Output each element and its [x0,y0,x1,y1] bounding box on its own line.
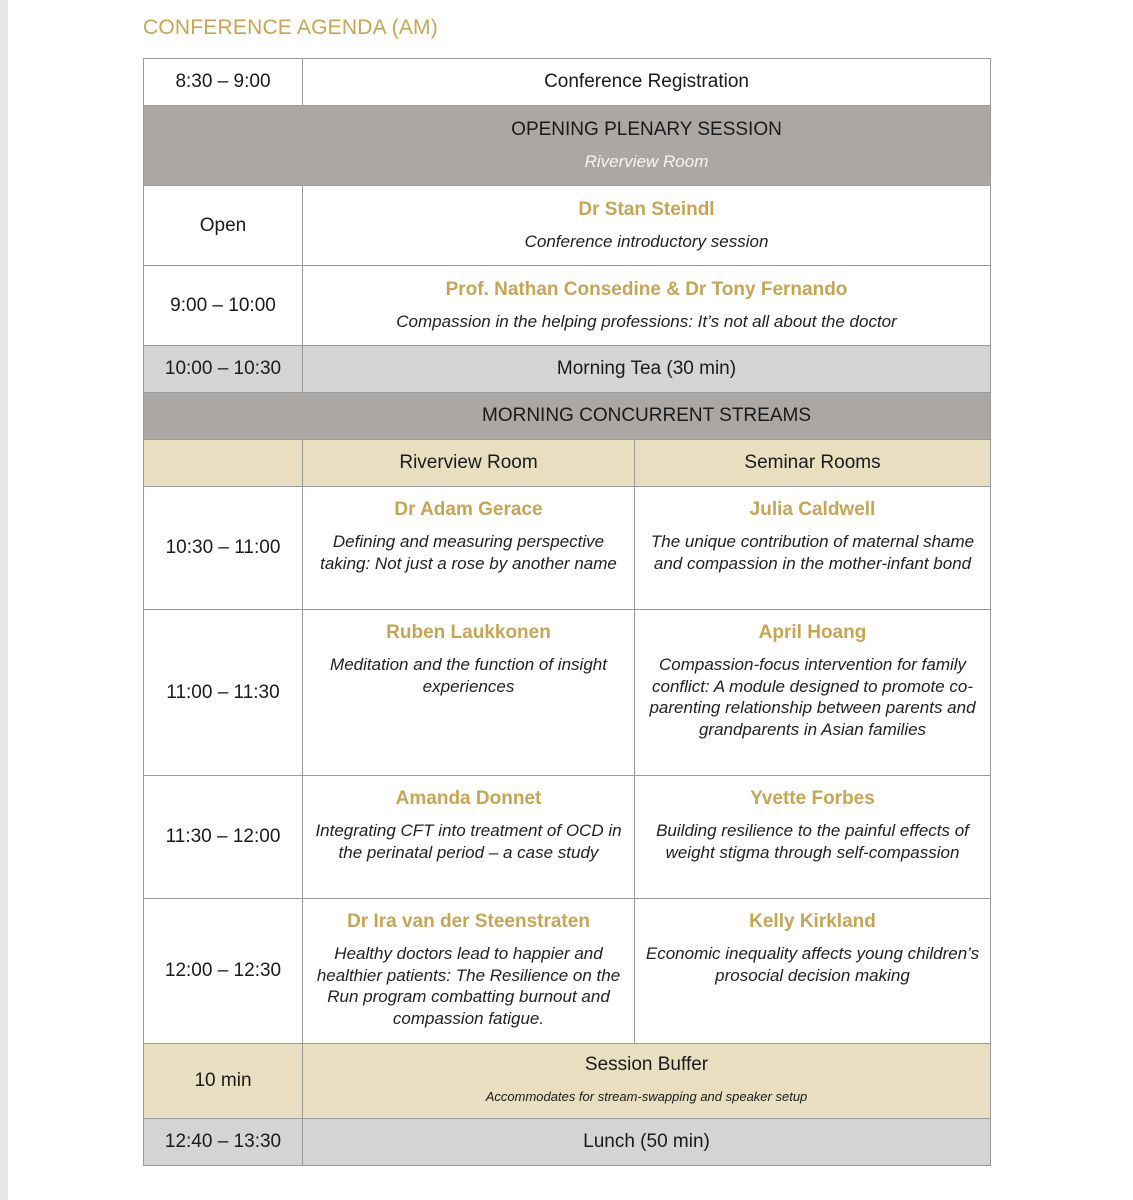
talk-title: Compassion-focus intervention for family conflict: A module designed to promote co-parenting relationship between parents and grandparents in Asian families [649,655,976,739]
talk-title: Compassion in the helping professions: It’s not all about the doctor [396,311,897,331]
room-header: Riverview Room [303,440,635,487]
streams-heading-row [144,393,991,440]
talk-title: Integrating CFT into treatment of OCD in the perinatal period – a case study [315,821,622,862]
speaker-name: Kelly Kirkland [749,911,876,932]
time-cell: 10:30 – 11:00 [144,487,303,610]
time-cell: 9:00 – 10:00 [144,266,303,346]
talk-title: Conference introductory session [524,231,769,251]
agenda-table [143,58,991,1166]
speaker-name: Amanda Donnet [395,788,542,809]
plenary-row [144,186,991,266]
morning-tea-row [144,346,991,393]
time-cell: 11:00 – 11:30 [144,610,303,776]
session-cell [303,610,635,776]
buffer-note: Accommodates for stream-swapping and speaker setup [485,1089,808,1104]
empty-header-cell [144,440,303,487]
time-cell: 10 min [144,1044,303,1119]
speaker-name: Dr Adam Gerace [394,499,543,520]
time-cell: 12:40 – 13:30 [144,1119,303,1166]
session-cell [303,266,991,346]
stream-slot-row [144,487,991,610]
session-cell [635,776,991,899]
session-cell [303,487,635,610]
session-cell [635,899,991,1044]
talk-title: Defining and measuring perspective taking: Not just a rose by another name [320,532,617,573]
speaker-name: Dr Stan Steindl [578,198,715,220]
session-cell [303,899,635,1044]
speaker-name: April Hoang [758,622,867,643]
streams-heading: MORNING CONCURRENT STREAMS [144,393,991,440]
registration-label: Conference Registration [303,59,991,106]
lunch-row [144,1119,991,1166]
morning-tea-label: Morning Tea (30 min) [303,346,991,393]
opening-room: Riverview Room [584,151,709,171]
page-title: CONFERENCE AGENDA (AM) [143,16,438,39]
agenda-page [8,0,1133,1200]
buffer-row [144,1044,991,1119]
plenary-row [144,266,991,346]
rooms-header-row [144,440,991,487]
buffer-label: Session Buffer [584,1054,709,1075]
speaker-name: Yvette Forbes [750,788,875,809]
time-cell: Open [144,186,303,266]
speaker-name: Dr Ira van der Steenstraten [347,911,590,932]
time-cell: 8:30 – 9:00 [144,59,303,106]
buffer-cell [303,1044,991,1119]
opening-heading: OPENING PLENARY SESSION [511,118,782,140]
time-cell: 12:00 – 12:30 [144,899,303,1044]
room-header: Seminar Rooms [635,440,991,487]
talk-title: The unique contribution of maternal shame and compassion in the mother-infant bond [650,532,975,573]
session-cell [635,610,991,776]
session-cell [303,186,991,266]
opening-session-row [144,106,991,186]
session-cell [303,776,635,899]
speaker-name: Julia Caldwell [749,499,876,520]
stream-slot-row [144,776,991,899]
stream-slot-row [144,610,991,776]
registration-row [144,59,991,106]
speaker-name: Ruben Laukkonen [386,622,551,643]
talk-title: Healthy doctors lead to happier and healthier patients: The Resilience on the Run program combatting burnout and compassion fatigue. [316,944,621,1028]
opening-session-cell [144,106,991,186]
time-cell: 11:30 – 12:00 [144,776,303,899]
session-cell [635,487,991,610]
stream-slot-row [144,899,991,1044]
time-cell: 10:00 – 10:30 [144,346,303,393]
lunch-label: Lunch (50 min) [303,1119,991,1166]
talk-title: Economic inequality affects young children’s prosocial decision making [645,944,980,985]
talk-title: Meditation and the function of insight experiences [330,655,607,696]
speaker-name: Prof. Nathan Consedine & Dr Tony Fernando [445,278,848,300]
talk-title: Building resilience to the painful effects of weight stigma through self-compassion [656,821,969,862]
